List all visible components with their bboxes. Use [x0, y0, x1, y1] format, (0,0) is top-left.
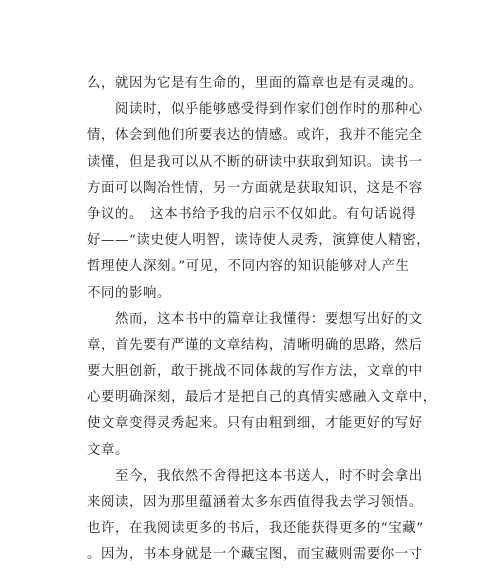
text-line: 阅读时，似乎能够感受得到作家们创作时的那种心: [87, 102, 423, 118]
text-line: 不同的影响。: [87, 285, 171, 301]
text-line: 好——“读史使人明智，读诗使人灵秀，演算使人精密，: [87, 233, 431, 249]
text-line: 章，首先要有严谨的文章结构，清晰明确的思路，然后: [87, 337, 423, 353]
text-line: 心要明确深刻，最后才是把自己的真情实感融入文章中，: [87, 390, 437, 406]
text-line: 么，就因为它是有生命的，里面的篇章也是有灵魂的。: [87, 76, 423, 91]
text-line: 要大胆创新，敢于挑战不同体裁的写作方法，文章的中: [87, 364, 423, 380]
text-line: 方面可以陶冶性情，另一方面就是获取知识，这是不容: [87, 180, 423, 196]
text-line: 文章。: [87, 442, 129, 458]
text-line: 。因为，书本身就是一个藏宝图，而宝藏则需要你一寸: [87, 547, 423, 563]
text-line: 哲理使人深刻。”可见，不同内容的知识能够对人产生: [87, 259, 410, 275]
text-line: 来阅读，因为那里蕴涵着太多东西值得我去学习领悟。: [87, 495, 423, 510]
text-line: 至今，我依然不舍得把这本书送人，时不时会拿出: [87, 468, 423, 484]
text-line: 使文章变得灵秀起来。只有由粗到细，才能更好的写好: [87, 416, 423, 432]
text-line: 情，体会到他们所要表达的情感。或许，我并不能完全: [87, 128, 423, 144]
text-line: 然而，这本书中的篇章让我懂得：要想写出好的文: [87, 311, 423, 327]
text-line: 争议的。 这本书给予我的启示不仅如此。有句话说得: [87, 206, 417, 222]
body-text: [87, 71, 437, 569]
text-line: 读懂，但是我可以从不断的研读中获取到知识。读书一: [87, 154, 423, 170]
text-line: 也许，在我阅读更多的书后，我还能获得更多的“宝藏”: [87, 521, 424, 537]
